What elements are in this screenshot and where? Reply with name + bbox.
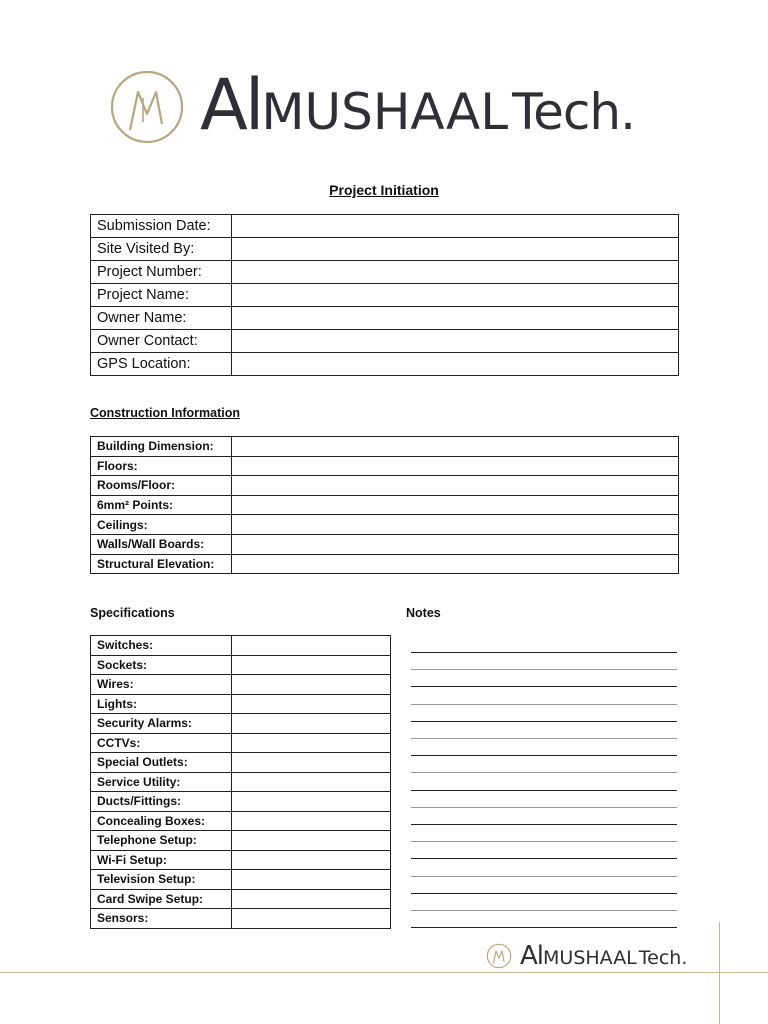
table-row xyxy=(91,261,679,284)
footer-vertical-divider xyxy=(719,922,720,1024)
note-line[interactable] xyxy=(411,755,677,756)
table-row xyxy=(91,811,391,831)
field-value[interactable] xyxy=(232,694,391,714)
note-line[interactable] xyxy=(411,652,677,653)
field-label: Site Visited By: xyxy=(91,238,232,261)
table-row xyxy=(91,675,391,695)
note-line[interactable] xyxy=(411,876,677,877)
field-value[interactable] xyxy=(232,437,679,457)
table-row xyxy=(91,284,679,307)
field-value[interactable] xyxy=(232,215,679,238)
note-line[interactable] xyxy=(411,858,677,859)
note-line[interactable] xyxy=(411,686,677,687)
table-row xyxy=(91,534,679,554)
field-value[interactable] xyxy=(232,850,391,870)
field-label: Special Outlets: xyxy=(91,753,232,773)
field-label: Switches: xyxy=(91,636,232,656)
field-value[interactable] xyxy=(232,534,679,554)
field-label: Security Alarms: xyxy=(91,714,232,734)
construction-table xyxy=(90,436,679,574)
footer-logo-wordmark: AlMUSHAAL Tech. xyxy=(520,941,688,971)
field-value[interactable] xyxy=(232,476,679,496)
table-row xyxy=(91,495,679,515)
specifications-table xyxy=(90,635,391,929)
field-label: Ducts/Fittings: xyxy=(91,792,232,812)
table-row xyxy=(91,655,391,675)
field-value[interactable] xyxy=(232,753,391,773)
field-value[interactable] xyxy=(232,261,679,284)
field-value[interactable] xyxy=(232,889,391,909)
table-row xyxy=(91,753,391,773)
field-value[interactable] xyxy=(232,330,679,353)
field-value[interactable] xyxy=(232,675,391,695)
field-label: Walls/Wall Boards: xyxy=(91,534,232,554)
field-label: Project Name: xyxy=(91,284,232,307)
field-label: 6mm² Points: xyxy=(91,495,232,515)
notes-area[interactable] xyxy=(411,640,677,940)
field-value[interactable] xyxy=(232,714,391,734)
construction-heading: Construction Information xyxy=(90,406,240,420)
field-value[interactable] xyxy=(232,353,679,376)
field-label: Wi-Fi Setup: xyxy=(91,850,232,870)
table-row xyxy=(91,456,679,476)
field-value[interactable] xyxy=(232,515,679,535)
field-label: Floors: xyxy=(91,456,232,476)
table-row xyxy=(91,850,391,870)
field-label: Wires: xyxy=(91,675,232,695)
table-row xyxy=(91,772,391,792)
field-label: Telephone Setup: xyxy=(91,831,232,851)
page-title: Project Initiation xyxy=(329,182,439,198)
field-label: Project Number: xyxy=(91,261,232,284)
field-value[interactable] xyxy=(232,636,391,656)
notes-heading: Notes xyxy=(406,606,441,620)
specifications-heading: Specifications xyxy=(90,606,175,620)
note-line[interactable] xyxy=(411,927,677,928)
field-label: GPS Location: xyxy=(91,353,232,376)
note-line[interactable] xyxy=(411,738,677,739)
table-row xyxy=(91,694,391,714)
field-value[interactable] xyxy=(232,772,391,792)
field-label: CCTVs: xyxy=(91,733,232,753)
table-row xyxy=(91,636,391,656)
field-label: Service Utility: xyxy=(91,772,232,792)
table-row xyxy=(91,733,391,753)
note-line[interactable] xyxy=(411,772,677,773)
table-row xyxy=(91,831,391,851)
table-row xyxy=(91,476,679,496)
field-label: Sockets: xyxy=(91,655,232,675)
table-row xyxy=(91,909,391,929)
field-value[interactable] xyxy=(232,811,391,831)
field-label: Card Swipe Setup: xyxy=(91,889,232,909)
field-label: Television Setup: xyxy=(91,870,232,890)
table-row xyxy=(91,437,679,457)
field-label: Structural Elevation: xyxy=(91,554,232,574)
table-row xyxy=(91,353,679,376)
table-row xyxy=(91,307,679,330)
note-line[interactable] xyxy=(411,841,677,842)
note-line[interactable] xyxy=(411,669,677,670)
table-row xyxy=(91,714,391,734)
field-value[interactable] xyxy=(232,495,679,515)
field-value[interactable] xyxy=(232,554,679,574)
field-value[interactable] xyxy=(232,655,391,675)
field-value[interactable] xyxy=(232,307,679,330)
field-value[interactable] xyxy=(232,238,679,261)
field-label: Submission Date: xyxy=(91,215,232,238)
table-row xyxy=(91,330,679,353)
field-value[interactable] xyxy=(232,284,679,307)
field-label: Sensors: xyxy=(91,909,232,929)
table-row xyxy=(91,515,679,535)
table-row xyxy=(91,215,679,238)
field-label: Owner Name: xyxy=(91,307,232,330)
company-logo xyxy=(108,66,668,148)
monogram-icon xyxy=(486,943,512,969)
field-value[interactable] xyxy=(232,792,391,812)
note-line[interactable] xyxy=(411,704,677,705)
table-row xyxy=(91,238,679,261)
field-label: Concealing Boxes: xyxy=(91,811,232,831)
field-value[interactable] xyxy=(232,733,391,753)
field-label: Owner Contact: xyxy=(91,330,232,353)
field-label: Rooms/Floor: xyxy=(91,476,232,496)
monogram-icon xyxy=(108,68,186,146)
footer-logo xyxy=(486,940,718,976)
field-value[interactable] xyxy=(232,909,391,929)
table-row xyxy=(91,889,391,909)
note-line[interactable] xyxy=(411,893,677,894)
note-line[interactable] xyxy=(411,790,677,791)
note-line[interactable] xyxy=(411,807,677,808)
field-label: Lights: xyxy=(91,694,232,714)
note-line[interactable] xyxy=(411,721,677,722)
field-label: Building Dimension: xyxy=(91,437,232,457)
project-info-table xyxy=(90,214,679,376)
table-row xyxy=(91,870,391,890)
logo-wordmark: AlMUSHAALTech. xyxy=(200,64,635,146)
note-line[interactable] xyxy=(411,824,677,825)
field-label: Ceilings: xyxy=(91,515,232,535)
field-value[interactable] xyxy=(232,870,391,890)
field-value[interactable] xyxy=(232,831,391,851)
note-line[interactable] xyxy=(411,910,677,911)
table-row xyxy=(91,792,391,812)
table-row xyxy=(91,554,679,574)
field-value[interactable] xyxy=(232,456,679,476)
